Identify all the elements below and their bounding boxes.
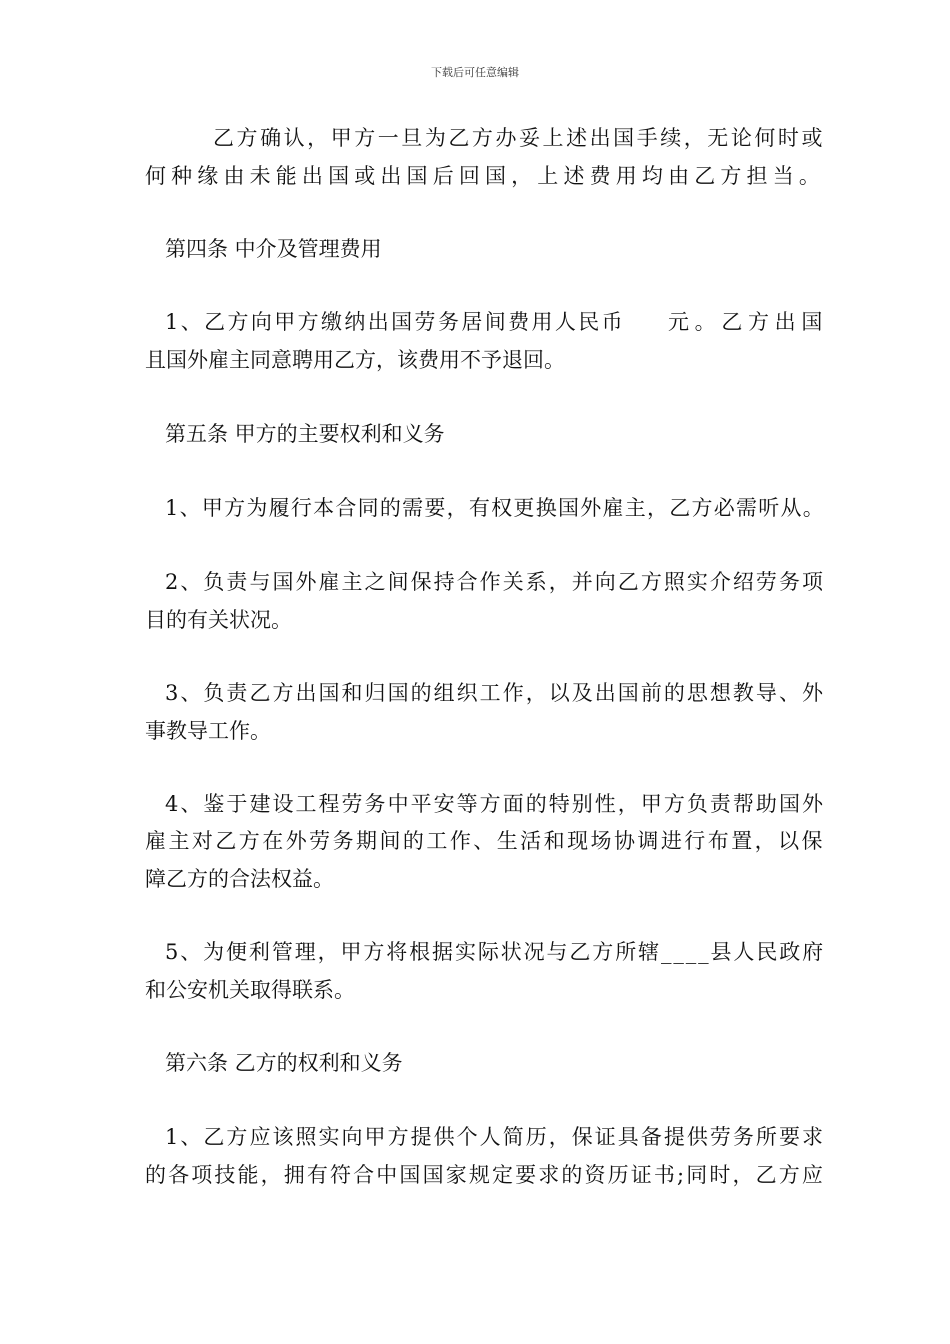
text-line: 2、负责与国外雇主之间保持合作关系，并向乙方照实介绍劳务项 [165,570,825,594]
text-line: 事教导工作。 [145,719,271,743]
text-line: 1、乙方向甲方缴纳出国劳务居间费用人民币 [165,310,625,334]
text-line: 1、甲方为履行本合同的需要，有权更换国外雇主，乙方必需听从。 [165,496,825,520]
text-line: 4、鉴于建设工程劳务中平安等方面的特别性，甲方负责帮助国外 [165,792,825,816]
text-line: 元。乙方出国 [668,310,828,334]
text-line: 且国外雇主同意聘用乙方，该费用不予退回。 [145,348,565,372]
article-heading: 第六条 乙方的权利和义务 [165,1051,403,1075]
text-line: 乙方确认，甲方一旦为乙方办妥上述出国手续，无论何时或 [213,126,825,150]
text-line: 的各项技能，拥有符合中国国家规定要求的资历证书;同时，乙方应 [145,1163,825,1187]
text-line: 和公安机关取得联系。 [145,978,355,1002]
text-line: 目的有关状况。 [145,608,292,632]
article-heading: 第四条 中介及管理费用 [165,237,382,261]
article-heading: 第五条 甲方的主要权利和义务 [165,422,445,446]
text-line: 5、为便利管理，甲方将根据实际状况与乙方所辖____县人民政府 [165,940,825,964]
text-line: 障乙方的合法权益。 [145,867,334,891]
text-line: 何种缘由未能出国或出国后回国，上述费用均由乙方担当。 [145,164,825,188]
page-header: 下载后可任意编辑 [431,66,519,79]
text-line: 1、乙方应该照实向甲方提供个人简历，保证具备提供劳务所要求 [165,1125,825,1149]
text-line: 3、负责乙方出国和归国的组织工作，以及出国前的思想教导、外 [165,681,825,705]
text-line: 雇主对乙方在外劳务期间的工作、生活和现场协调进行布置，以保 [145,829,825,853]
